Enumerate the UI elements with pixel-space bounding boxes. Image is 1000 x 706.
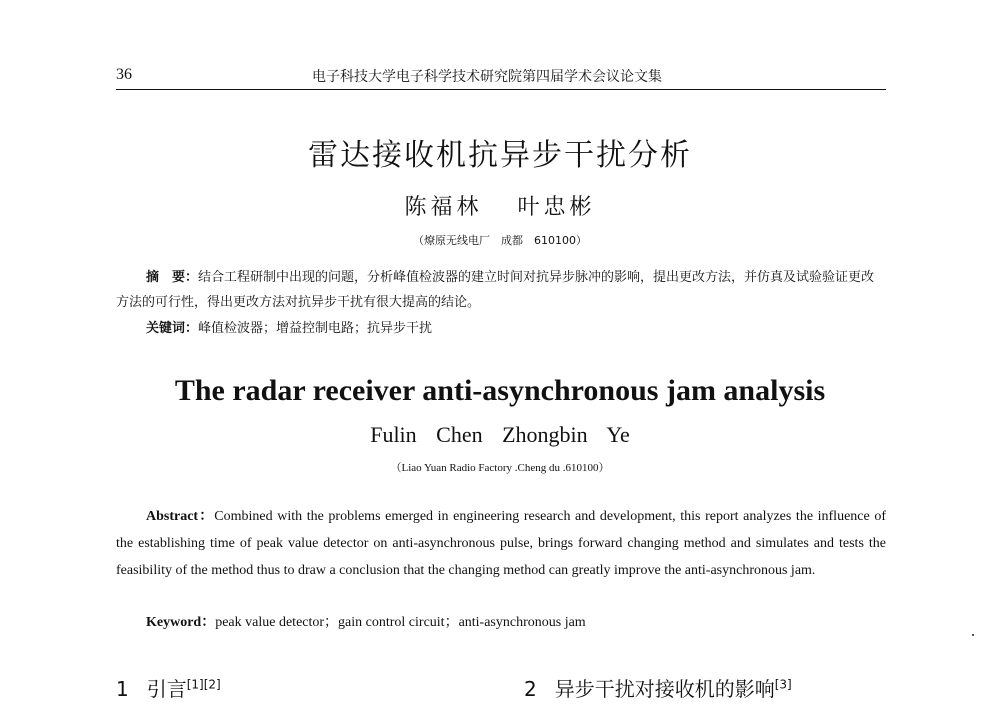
english-author-1: Fulin Chen — [370, 422, 483, 447]
chinese-keywords-label: 关键词： — [146, 321, 199, 336]
chinese-keywords-text: 峰值检波器；增益控制电路；抗异步干扰 — [198, 321, 433, 336]
english-abstract-text: Combined with the problems emerged in engineering research and development, this report analyzes the influence of the establishing time of peak value detector on anti-asynchronous pulse, brings forward changing method and simulates and tests the feasibility of the method thus to draw a conclusion that the changing method can greatly improve the anti-asynchronous jam. — [116, 509, 886, 578]
section-1-refs: [1][2] — [186, 677, 221, 692]
english-keywords-text: peak value detector；gain control circuit；anti-asynchronous jam — [215, 615, 586, 630]
section-2-refs: [3] — [774, 677, 792, 692]
chinese-affiliation: （燎原无线电厂 成都 610100） — [413, 234, 587, 247]
english-keywords-label: Keyword： — [146, 615, 216, 630]
running-title: 电子科技大学电子科学技术研究院第四届学术会议论文集 — [312, 69, 662, 85]
chinese-abstract-text: 结合工程研制中出现的问题，分析峰值检波器的建立时间对抗异步脉冲的影响，提出更改方法，并仿真及试验验证更改方法的可行性，得出更改方法对抗异步干扰有很大提高的结论。 — [116, 270, 875, 310]
english-keywords — [146, 611, 886, 635]
english-authors — [0, 422, 1000, 448]
author-2: 叶忠彬 — [517, 195, 596, 220]
section-1-number: 1 — [116, 677, 129, 701]
section-2-heading — [524, 673, 792, 702]
section-2-title: 异步干扰对接收机的影响 — [554, 677, 775, 701]
chinese-abstract-label: 摘 要： — [146, 270, 199, 285]
scan-speck — [972, 634, 974, 636]
chinese-abstract — [116, 265, 886, 315]
header-rule — [116, 89, 886, 90]
chinese-title: 雷达接收机抗异步干扰分析 — [308, 138, 692, 173]
section-1-heading — [116, 673, 221, 702]
english-abstract-label: Abstract： — [146, 509, 215, 524]
chinese-keywords — [146, 316, 886, 341]
english-title: The radar receiver anti-asynchronous jam analysis — [174, 374, 826, 407]
page-number: 36 — [116, 66, 132, 83]
author-1: 陈福林 — [404, 195, 483, 220]
section-1-title: 引言 — [146, 677, 187, 701]
english-author-2: Zhongbin Ye — [502, 422, 630, 447]
chinese-authors — [0, 190, 1000, 221]
english-affiliation: （Liao Yuan Radio Factory .Cheng du .610100） — [390, 462, 610, 474]
english-abstract — [116, 503, 886, 584]
section-2-number: 2 — [524, 677, 537, 701]
